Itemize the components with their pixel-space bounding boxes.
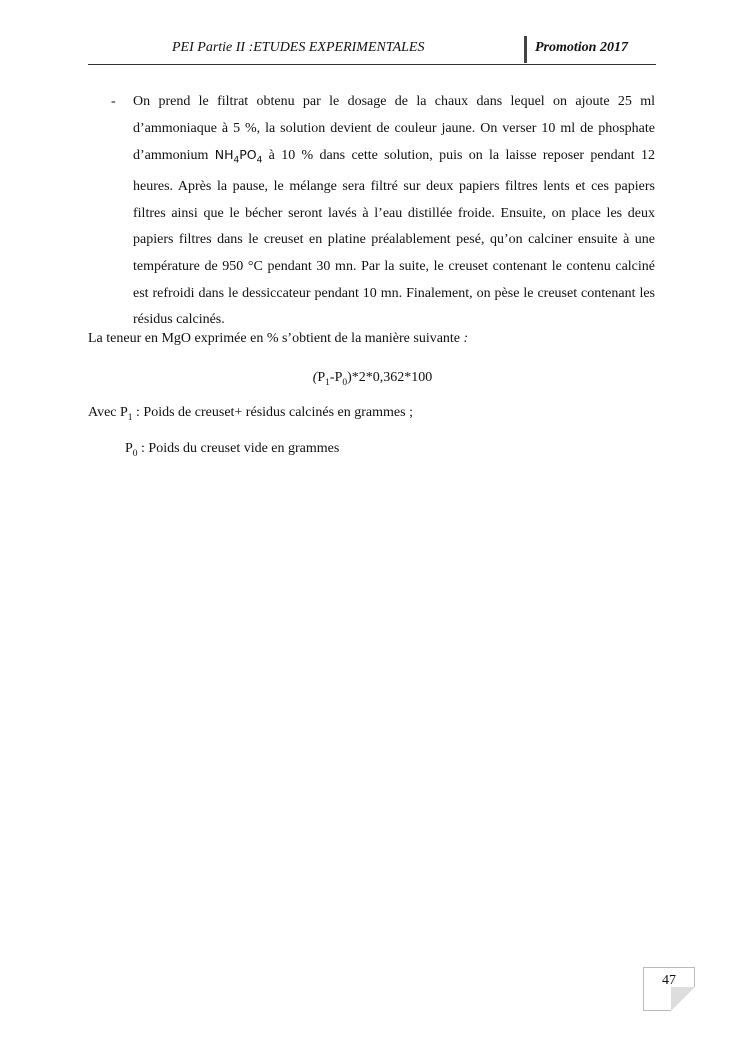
- formula-open: (: [312, 370, 318, 385]
- bullet-dash: -: [111, 94, 116, 109]
- teneur-colon: :: [460, 331, 469, 346]
- p0-description: : Poids du creuset vide en grammes: [137, 441, 340, 456]
- avec-line: [88, 405, 413, 423]
- chem-nh: NH: [214, 147, 234, 163]
- avec-sub1: 1: [127, 412, 133, 423]
- chem-sub-4a: 4: [233, 155, 240, 166]
- page-header: [88, 36, 656, 65]
- avec-description: : Poids de creuset+ résidus calcinés en grammes ;: [132, 405, 413, 420]
- chem-po: PO: [239, 147, 257, 163]
- formula-dash: -P: [329, 370, 343, 385]
- bullet-text-part2: à 10 % dans cette solution, puis on la laisse reposer pendant 12 heures. Après la pause, le mélange sera filtré sur deux papiers filtres lents et ces papiers filtres ainsi que le bécher seront lavés à l’eau distillée froide. Ensuite, on place les deux papiers filtres dans le creuset en platine préalablement pesé, qu’on calciner ensuite à une température de 950 °C pendant 30 mn. Par la suite, le creuset contenant le contenu calciné est refroidi dans le dessiccateur pendant 10 mn. Finalement, on pèse le creuset contenant les résidus calcinés.: [133, 148, 656, 328]
- formula-rest: )*2*0,362*100: [347, 370, 433, 385]
- p0-sub: 0: [132, 448, 138, 459]
- formula-sub1: 1: [325, 377, 330, 388]
- page-fold-corner: [671, 987, 695, 1011]
- avec-label: Avec P: [88, 405, 128, 420]
- bullet-text-part1: On prend le filtrat obtenu par le dosage de la chaux dans lequel on ajoute 25 ml d’ammoniaque à 5 %, la solution devient de couleur jaune. On verser 10 ml de phosphate d’ammonium: [133, 94, 655, 164]
- p0-label: P: [125, 441, 133, 456]
- header-promotion: Promotion 2017: [535, 40, 628, 55]
- formula-p1: P: [317, 370, 326, 385]
- p0-line: [125, 441, 339, 459]
- page-number-box: [643, 967, 695, 1011]
- chemical-formula: [214, 147, 263, 166]
- teneur-paragraph: [88, 331, 468, 347]
- bullet-paragraph: [133, 89, 655, 334]
- header-title: PEI Partie II :ETUDES EXPERIMENTALES: [172, 40, 425, 55]
- formula-sub0: 0: [342, 377, 348, 388]
- teneur-text: La teneur en MgO exprimée en % s’obtient de la manière suivante: [88, 331, 461, 346]
- chem-sub-4b: 4: [256, 155, 263, 166]
- page-number: 47: [662, 973, 676, 988]
- formula: [0, 370, 745, 388]
- header-separator: [524, 36, 527, 63]
